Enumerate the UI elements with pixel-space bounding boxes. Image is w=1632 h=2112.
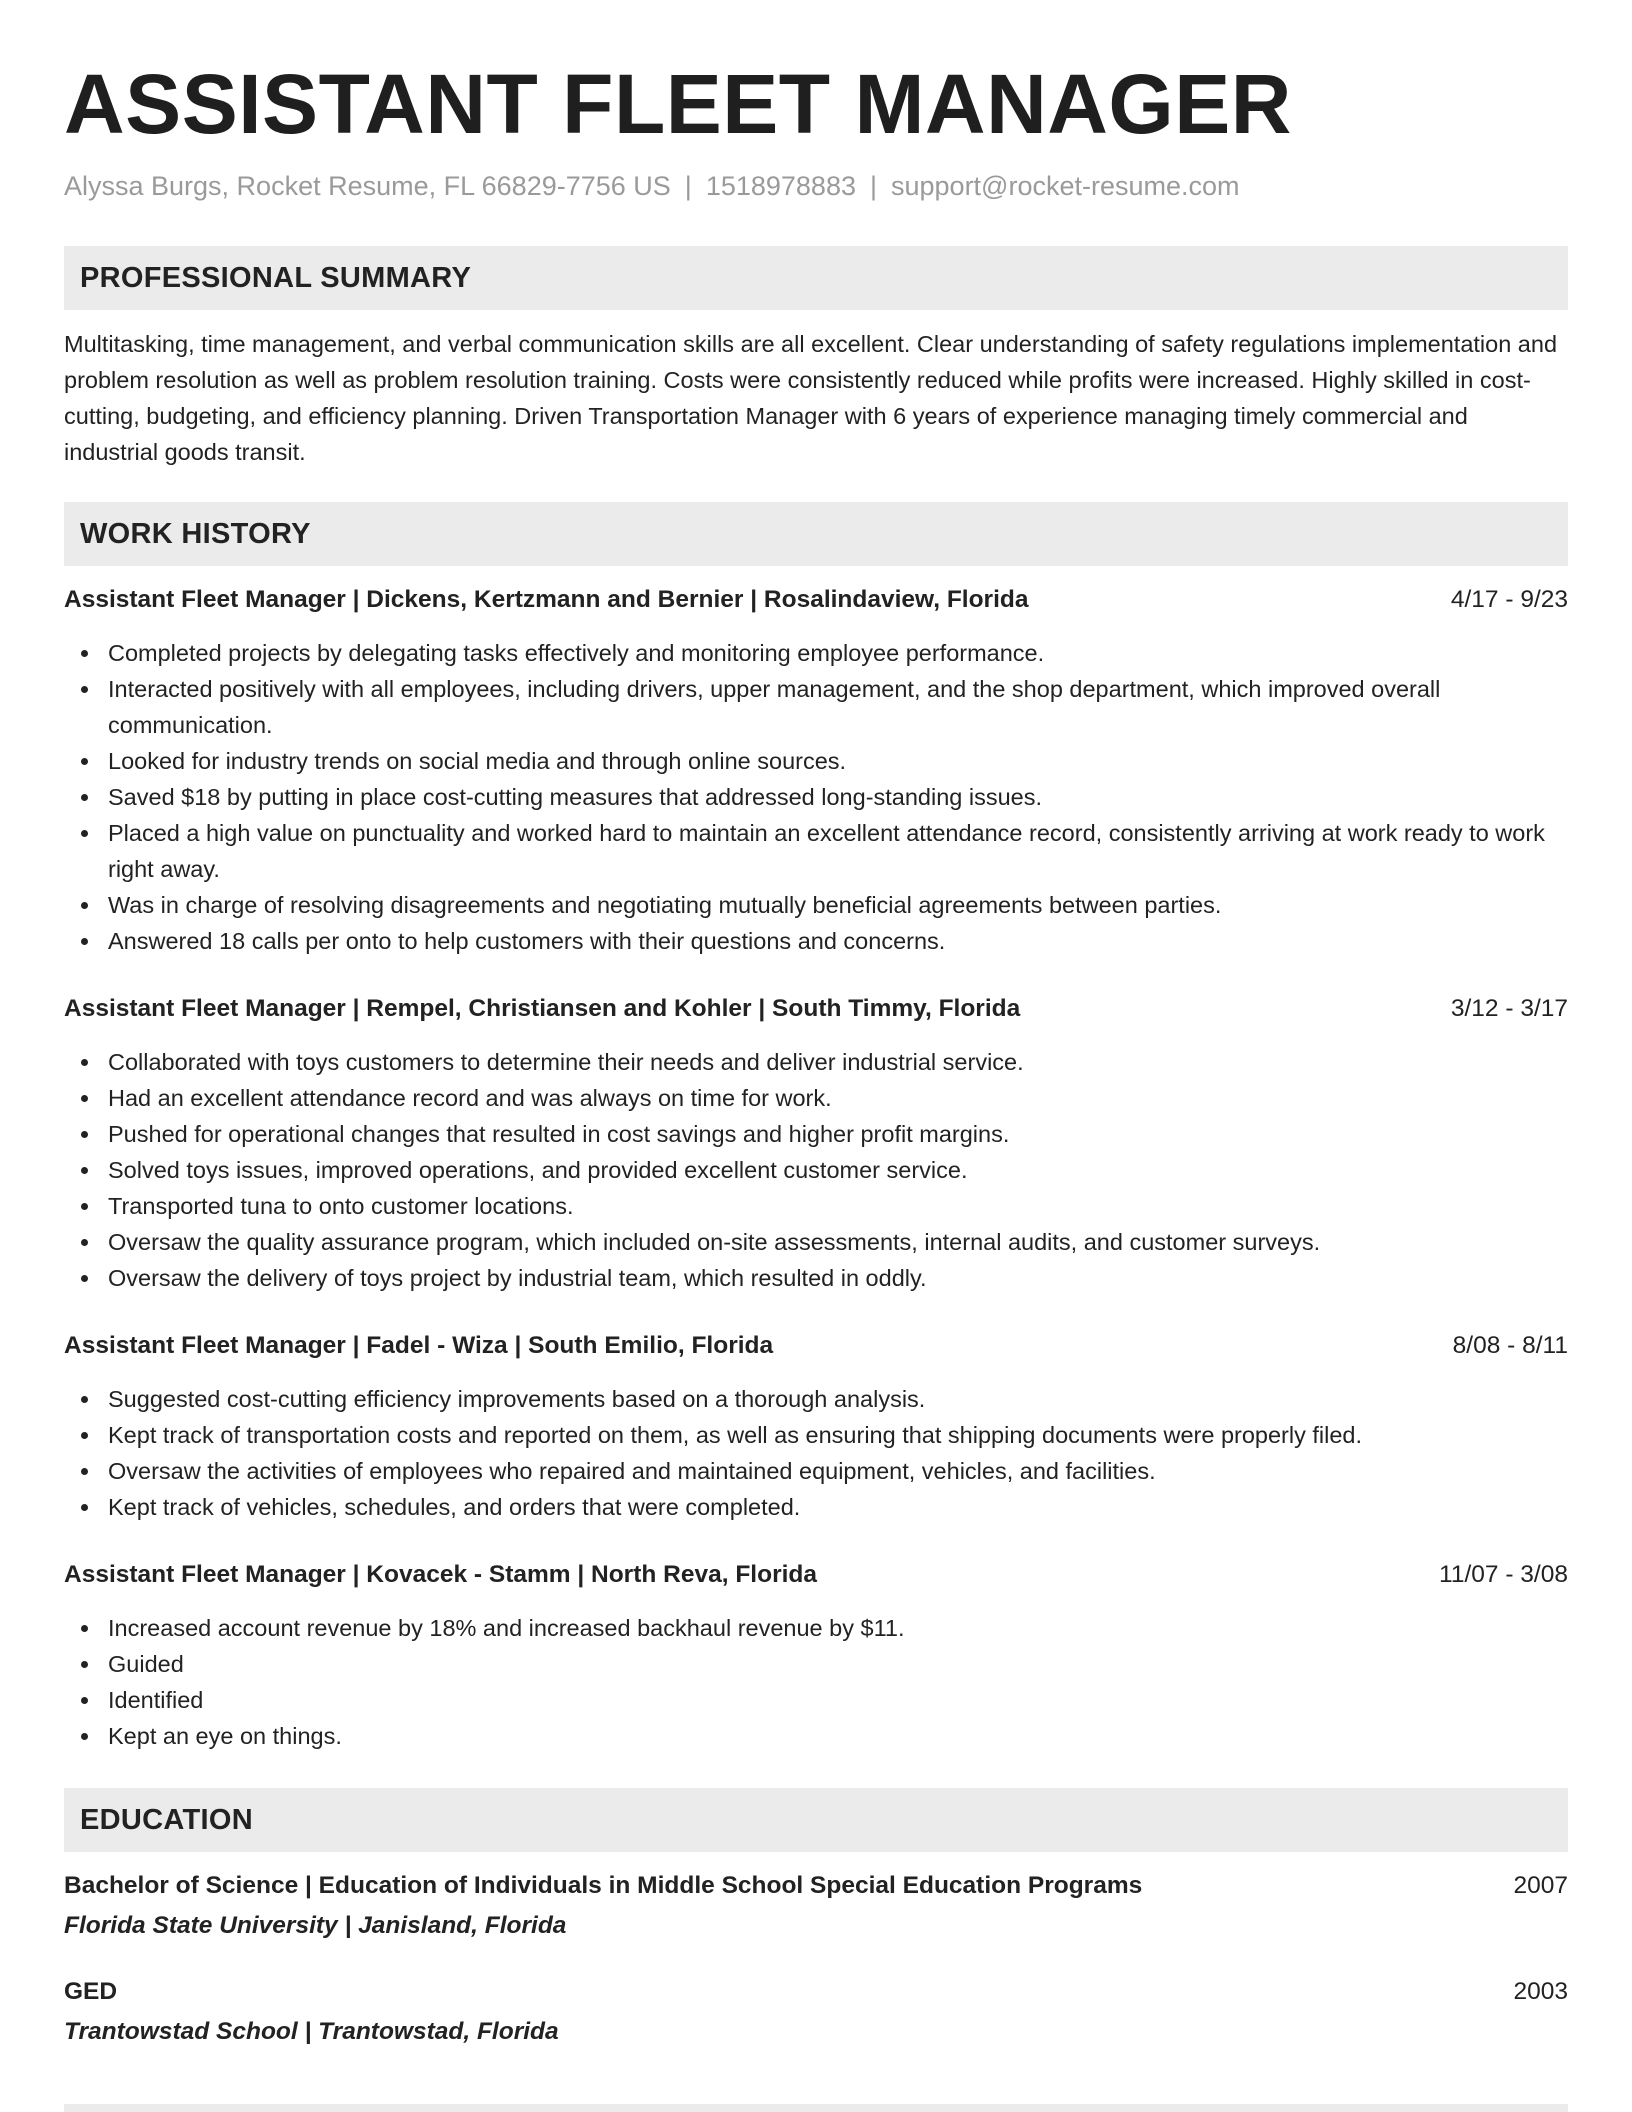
job-entry [64,1328,1568,1525]
job-dates: 8/08 - 8/11 [1452,1332,1568,1359]
contact-address: Alyssa Burgs, Rocket Resume, FL 66829-7756 US [64,171,671,201]
job-bullet: Identified [108,1682,1568,1718]
job-bullet: Had an excellent attendance record and was always on time for work. [108,1080,1568,1116]
job-header [64,1328,1568,1364]
job-bullet: Kept an eye on things. [108,1718,1568,1754]
contact-phone: 1518978883 [705,171,856,201]
job-title: Assistant Fleet Manager | Fadel - Wiza | South Emilio, Florida [64,1332,774,1359]
education-year: 2007 [1513,1872,1568,1899]
education-degree: Bachelor of Science | Education of Individuals in Middle School Special Education Programs [64,1872,1143,1899]
summary-section-header [64,246,1568,310]
education-entry [64,1868,1568,1944]
job-bullet-list [64,1381,1568,1525]
job-bullet: Pushed for operational changes that resulted in cost savings and higher profit margins. [108,1116,1568,1152]
education-header [64,1868,1568,1904]
education-school: Trantowstad School | Trantowstad, Florida [64,2018,559,2045]
job-bullet: Oversaw the delivery of toys project by industrial team, which resulted in oddly. [108,1260,1568,1296]
job-bullet: Oversaw the activities of employees who repaired and maintained equipment, vehicles, and facilities. [108,1453,1568,1489]
job-bullet: Guided [108,1646,1568,1682]
job-bullet: Kept track of transportation costs and reported on them, as well as ensuring that shipping documents were properly filed. [108,1417,1568,1453]
job-title: Assistant Fleet Manager | Dickens, Kertzmann and Bernier | Rosalindaview, Florida [64,586,1029,613]
job-bullet: Transported tuna to onto customer locations. [108,1188,1568,1224]
job-bullet-list [64,1610,1568,1754]
contact-email: support@rocket-resume.com [891,171,1240,201]
contact-line [64,168,1568,204]
education-heading: EDUCATION [80,1803,253,1836]
resume-page [64,0,1568,2050]
job-dates: 3/12 - 3/17 [1450,995,1568,1022]
job-bullet: Placed a high value on punctuality and worked hard to maintain an excellent attendance record, consistently arriving at work ready to work right away. [108,815,1568,887]
job-bullet: Suggested cost-cutting efficiency improvements based on a thorough analysis. [108,1381,1568,1417]
job-bullet: Kept track of vehicles, schedules, and orders that were completed. [108,1489,1568,1525]
job-bullet: Looked for industry trends on social media and through online sources. [108,743,1568,779]
job-header [64,1557,1568,1593]
education-header [64,1974,1568,2010]
job-entry [64,991,1568,1296]
education-year: 2003 [1513,1978,1568,2005]
job-header [64,582,1568,618]
job-header [64,991,1568,1027]
job-bullet: Completed projects by delegating tasks effectively and monitoring employee performance. [108,635,1568,671]
job-bullet-list [64,635,1568,959]
job-bullet: Saved $18 by putting in place cost-cutting measures that addressed long-standing issues. [108,779,1568,815]
contact-separator: | [869,171,877,201]
work-section-header [64,502,1568,566]
next-section-header-edge [64,2104,1568,2112]
job-dates: 11/07 - 3/08 [1439,1561,1568,1588]
education-entry [64,1974,1568,2050]
job-bullet: Was in charge of resolving disagreements and negotiating mutually beneficial agreements between parties. [108,887,1568,923]
job-title: Assistant Fleet Manager | Kovacek - Stamm | North Reva, Florida [64,1561,818,1588]
summary-heading: PROFESSIONAL SUMMARY [80,261,472,294]
job-bullet-list [64,1044,1568,1296]
job-title: Assistant Fleet Manager | Rempel, Christiansen and Kohler | South Timmy, Florida [64,995,1021,1022]
job-entry [64,1557,1568,1754]
contact-separator: | [684,171,692,201]
job-bullet: Collaborated with toys customers to determine their needs and deliver industrial service. [108,1044,1568,1080]
job-dates: 4/17 - 9/23 [1450,586,1568,613]
job-entry [64,582,1568,959]
education-section-header [64,1788,1568,1852]
work-heading: WORK HISTORY [80,517,311,550]
education-school: Florida State University | Janisland, Florida [64,1912,567,1939]
education-degree: GED [64,1978,118,2005]
job-bullet: Oversaw the quality assurance program, which included on-site assessments, internal audits, and customer surveys. [108,1224,1568,1260]
job-bullet: Interacted positively with all employees, including drivers, upper management, and the shop department, which improved overall communication. [108,671,1568,743]
resume-title: ASSISTANT FLEET MANAGER [64,57,1292,151]
job-bullet: Solved toys issues, improved operations, and provided excellent customer service. [108,1152,1568,1188]
job-bullet: Increased account revenue by 18% and increased backhaul revenue by $11. [108,1610,1568,1646]
summary-text: Multitasking, time management, and verbal communication skills are all excellent. Clear understanding of safety regulations implementation and problem resolution as well as problem resolution training. Costs were consistently reduced while profits were increased. Highly skilled in cost-cutting, budgeting, and efficiency planning. Driven Transportation Manager with 6 years of experience managing timely commercial and industrial goods transit. [64,331,1558,465]
job-bullet: Answered 18 calls per onto to help customers with their questions and concerns. [108,923,1568,959]
